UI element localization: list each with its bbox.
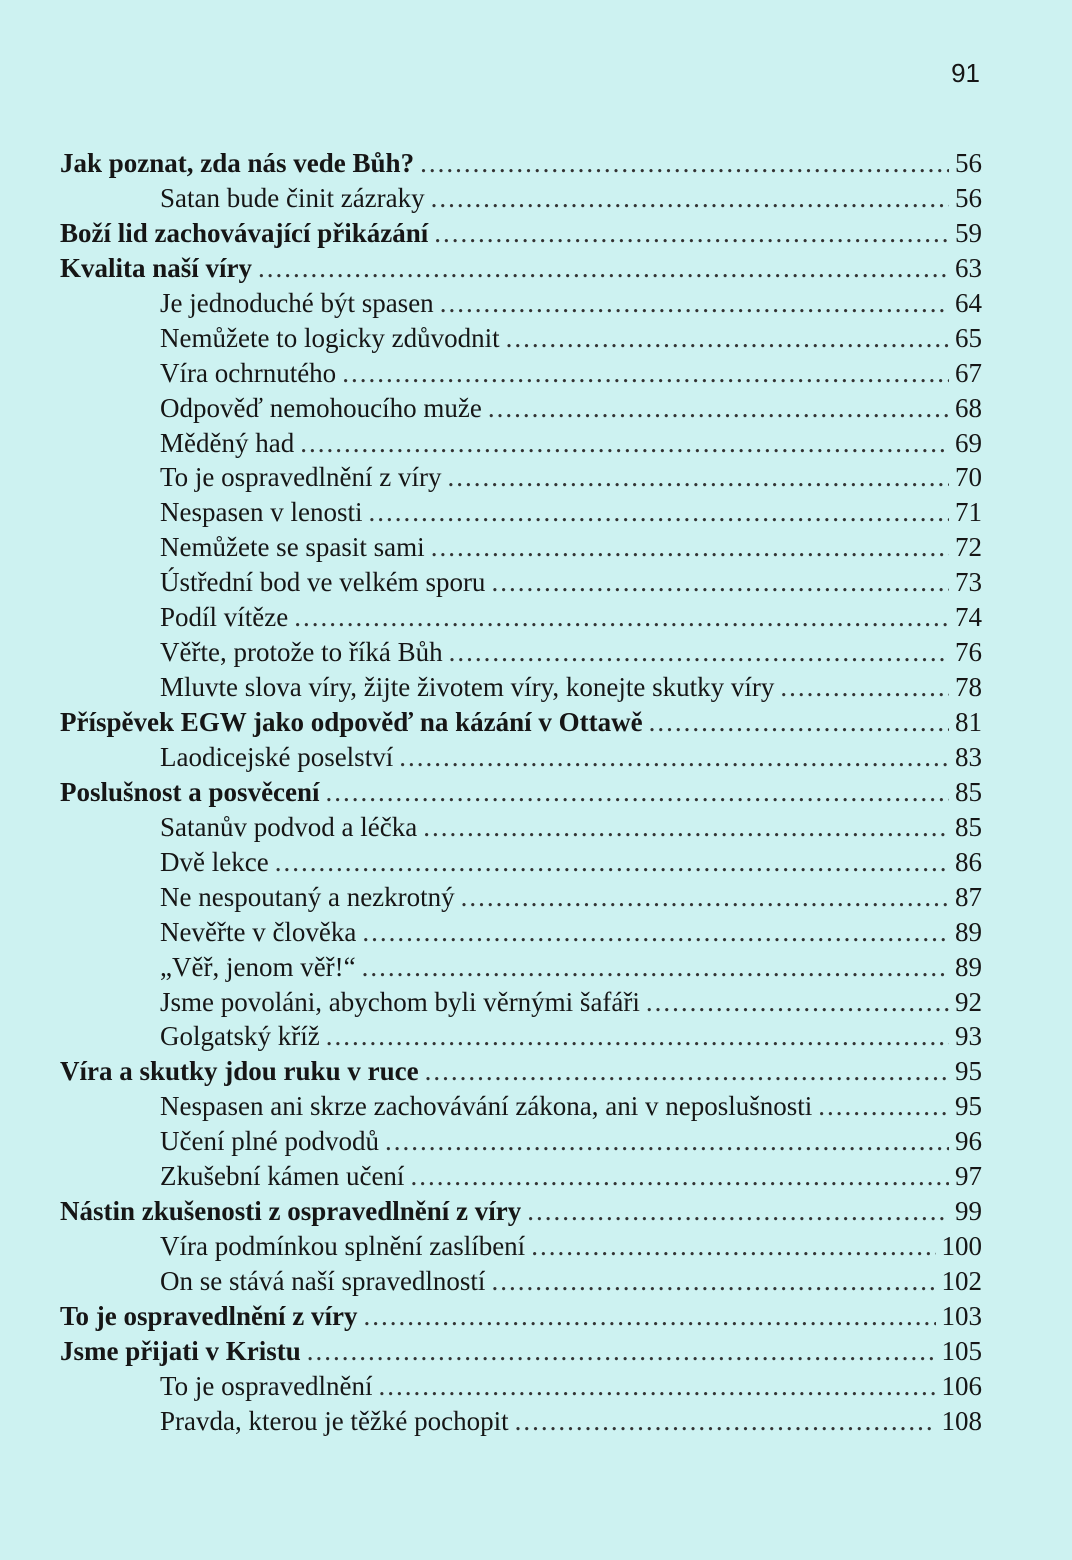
entry-title: Víra a skutky jdou ruku v ruce — [60, 1056, 419, 1087]
entry-title: To je ospravedlnění — [160, 1370, 373, 1401]
entry-page-number: 70 — [955, 462, 982, 493]
toc-chapter-entry — [60, 251, 982, 286]
entry-title: Dvě lekce — [160, 846, 269, 877]
dot-leader — [448, 460, 949, 495]
toc-section-entry — [60, 426, 982, 461]
page-number: 91 — [951, 58, 980, 88]
toc-section-entry — [60, 565, 982, 600]
entry-page-number: 56 — [955, 148, 982, 178]
dot-leader — [515, 1404, 936, 1439]
toc-section-entry — [60, 1369, 982, 1404]
dot-leader — [275, 845, 949, 880]
entry-title: Víra ochrnutého — [160, 357, 337, 388]
toc-section-entry — [60, 356, 982, 391]
dot-leader — [342, 356, 949, 391]
toc-section-entry — [60, 1229, 982, 1264]
toc-section-entry — [60, 460, 982, 495]
entry-page-number: 106 — [941, 1370, 982, 1401]
toc-section-entry — [60, 740, 982, 775]
entry-page-number: 108 — [941, 1405, 982, 1436]
entry-title: „Věř, jenom věř!“ — [160, 951, 356, 982]
entry-title: Jsme povoláni, abychom byli věrnými šafáři — [160, 986, 640, 1017]
toc-section-entry — [60, 391, 982, 426]
toc-chapter-entry — [60, 1054, 982, 1089]
toc-section-entry — [60, 985, 982, 1020]
toc-section-entry — [60, 530, 982, 565]
entry-title: Jsme přijati v Kristu — [60, 1335, 301, 1366]
toc-section-entry — [60, 880, 982, 915]
toc-section-entry — [60, 915, 982, 950]
dot-leader — [307, 1334, 936, 1369]
dot-leader — [646, 985, 949, 1020]
entry-title: On se stává naší spravedlností — [160, 1266, 486, 1296]
toc-section-entry — [60, 1159, 982, 1194]
entry-page-number: 95 — [955, 1091, 982, 1122]
dot-leader — [461, 880, 949, 915]
toc-section-entry — [60, 845, 982, 880]
dot-leader — [818, 1089, 949, 1124]
dot-leader — [449, 635, 949, 670]
dot-leader — [527, 1194, 949, 1229]
entry-page-number: 97 — [955, 1161, 982, 1192]
dot-leader — [425, 1054, 949, 1089]
entry-page-number: 87 — [955, 881, 982, 912]
entry-title: Nemůžete se spasit sami — [160, 532, 425, 563]
entry-page-number: 92 — [955, 986, 982, 1017]
dot-leader — [326, 1019, 949, 1054]
entry-page-number: 65 — [955, 322, 982, 353]
entry-title: To je ospravedlnění z víry — [60, 1300, 358, 1331]
toc-chapter-entry — [60, 775, 982, 810]
dot-leader — [410, 1159, 949, 1194]
entry-page-number: 99 — [955, 1196, 982, 1227]
entry-page-number: 67 — [955, 357, 982, 388]
entry-page-number: 76 — [955, 637, 982, 668]
entry-title: Nevěřte v člověka — [160, 916, 357, 947]
entry-page-number: 74 — [955, 602, 982, 633]
toc-section-entry — [60, 1089, 982, 1124]
dot-leader — [399, 740, 949, 775]
toc-section-entry — [60, 635, 982, 670]
entry-title: Ne nespoutaný a nezkrotný — [160, 881, 455, 912]
entry-page-number: 64 — [955, 287, 982, 318]
entry-page-number: 72 — [955, 532, 982, 563]
toc-section-entry — [60, 1124, 982, 1159]
entry-page-number: 81 — [955, 707, 982, 737]
toc-section-entry — [60, 1404, 982, 1439]
toc-section-entry — [60, 181, 982, 216]
toc-section-entry — [60, 670, 982, 705]
entry-page-number: 100 — [941, 1231, 982, 1262]
entry-title: Pravda, kterou je těžké pochopit — [160, 1405, 509, 1436]
dot-leader — [362, 950, 949, 985]
entry-page-number: 68 — [955, 392, 982, 423]
entry-title: Poslušnost a posvěcení — [60, 776, 320, 807]
dot-leader — [431, 530, 949, 565]
entry-page-number: 56 — [955, 182, 982, 213]
toc-chapter-entry — [60, 705, 982, 740]
entry-title: Podíl vítěze — [160, 602, 289, 633]
entry-page-number: 63 — [955, 252, 982, 283]
entry-page-number: 69 — [955, 427, 982, 458]
dot-leader — [780, 670, 949, 705]
entry-title: Nespasen ani skrze zachovávání zákona, ani v neposlušnosti — [160, 1091, 813, 1122]
entry-title: Nemůžete to logicky zdůvodnit — [160, 322, 500, 353]
entry-title: Měděný had — [160, 427, 295, 458]
entry-page-number: 71 — [955, 497, 982, 528]
entry-page-number: 96 — [955, 1126, 982, 1157]
toc-section-entry — [60, 810, 982, 845]
entry-title: Nespasen v lenosti — [160, 497, 363, 528]
dot-leader — [491, 565, 949, 600]
dot-leader — [368, 495, 949, 530]
entry-title: Kvalita naší víry — [60, 252, 253, 283]
dot-leader — [300, 426, 949, 461]
entry-page-number: 78 — [955, 672, 982, 703]
toc-chapter-entry — [60, 216, 982, 251]
dot-leader — [420, 146, 949, 181]
entry-page-number: 95 — [955, 1056, 982, 1087]
entry-title: Je jednoduché být spasen — [160, 287, 434, 318]
entry-page-number: 85 — [955, 776, 982, 807]
dot-leader — [423, 810, 949, 845]
dot-leader — [258, 251, 949, 286]
entry-title: Laodicejské poselství — [160, 741, 394, 772]
dot-leader — [491, 1264, 935, 1299]
entry-page-number: 89 — [955, 951, 982, 982]
dot-leader — [364, 1299, 936, 1334]
dot-leader — [434, 216, 949, 251]
toc-chapter-entry — [60, 1334, 982, 1369]
dot-leader — [385, 1124, 949, 1159]
toc-section-entry — [60, 495, 982, 530]
entry-page-number: 89 — [955, 916, 982, 947]
entry-page-number: 102 — [941, 1266, 982, 1296]
toc-chapter-entry — [60, 1299, 982, 1334]
dot-leader — [379, 1369, 936, 1404]
entry-title: Satan bude činit zázraky — [160, 182, 425, 213]
entry-page-number: 103 — [941, 1300, 982, 1331]
entry-title: Učení plné podvodů — [160, 1126, 379, 1157]
entry-title: To je ospravedlnění z víry — [160, 462, 442, 493]
dot-leader — [362, 915, 949, 950]
entry-title: Příspěvek EGW jako odpověď na kázání v Ottawě — [60, 707, 643, 737]
dot-leader — [649, 705, 949, 740]
toc-section-entry — [60, 321, 982, 356]
entry-title: Satanův podvod a léčka — [160, 811, 418, 842]
toc-section-entry — [60, 286, 982, 321]
dot-leader — [431, 181, 949, 216]
entry-title: Zkušební kámen učení — [160, 1161, 405, 1192]
entry-page-number: 105 — [941, 1335, 982, 1366]
entry-page-number: 59 — [955, 217, 982, 248]
entry-title: Odpověď nemohoucího muže — [160, 392, 482, 423]
entry-page-number: 73 — [955, 567, 982, 598]
toc-section-entry — [60, 1019, 982, 1054]
dot-leader — [326, 775, 949, 810]
entry-page-number: 83 — [955, 741, 982, 772]
entry-title: Věřte, protože to říká Bůh — [160, 637, 443, 668]
entry-page-number: 86 — [955, 846, 982, 877]
toc-chapter-entry — [60, 146, 982, 181]
dot-leader — [488, 391, 949, 426]
dot-leader — [294, 600, 949, 635]
entry-title: Nástin zkušenosti z ospravedlnění z víry — [60, 1196, 522, 1227]
entry-title: Golgatský kříž — [160, 1021, 320, 1052]
toc-section-entry — [60, 600, 982, 635]
dot-leader — [531, 1229, 935, 1264]
entry-title: Ústřední bod ve velkém sporu — [160, 567, 486, 598]
entry-title: Boží lid zachovávající přikázání — [60, 217, 429, 248]
dot-leader — [440, 286, 949, 321]
entry-page-number: 93 — [955, 1021, 982, 1052]
toc-chapter-entry — [60, 1194, 982, 1229]
entry-title: Mluvte slova víry, žijte životem víry, konejte skutky víry — [160, 672, 775, 703]
entry-page-number: 85 — [955, 811, 982, 842]
entry-title: Víra podmínkou splnění zaslíbení — [160, 1231, 526, 1262]
entry-title: Jak poznat, zda nás vede Bůh? — [60, 148, 415, 178]
dot-leader — [506, 321, 949, 356]
table-of-contents — [60, 146, 982, 1439]
toc-section-entry — [60, 950, 982, 985]
toc-section-entry — [60, 1264, 982, 1299]
